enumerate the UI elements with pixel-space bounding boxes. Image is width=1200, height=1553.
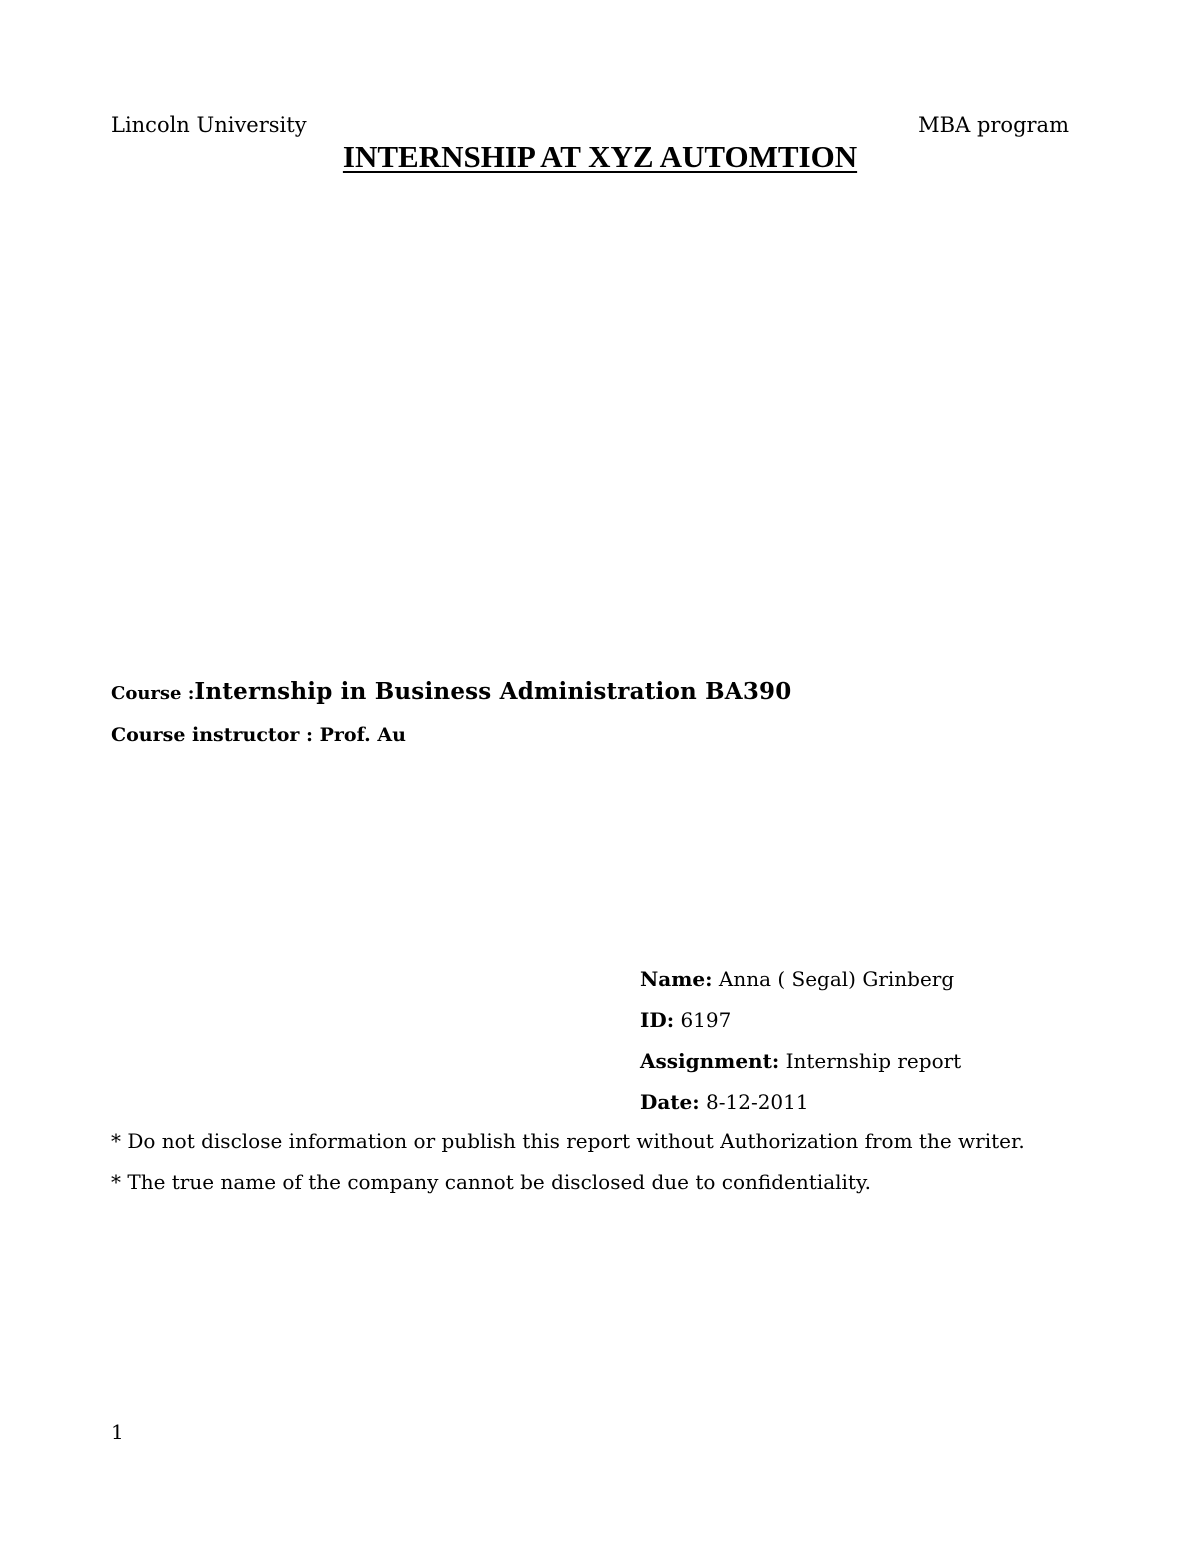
instructor-value: Prof. Au — [319, 724, 406, 746]
name-value: Anna ( Segal) Grinberg — [712, 967, 955, 991]
date-label: Date: — [640, 1090, 700, 1114]
page-number: 1 — [111, 1420, 124, 1444]
assignment-line — [640, 1049, 961, 1073]
course-line — [111, 678, 791, 705]
course-value: Internship in Business Administration BA390 — [194, 678, 792, 705]
student-name-line — [640, 967, 954, 991]
assignment-value: Internship report — [779, 1049, 962, 1073]
assignment-label: Assignment: — [640, 1049, 780, 1073]
date-value: 8-12-2011 — [699, 1090, 809, 1114]
name-label: Name: — [640, 967, 713, 991]
document-title: INTERNSHIP AT XYZ AUTOMTION — [342, 139, 858, 174]
instructor-label: Course instructor : — [111, 724, 320, 746]
id-label: ID: — [640, 1008, 675, 1032]
university-name: Lincoln University — [111, 113, 307, 137]
student-id-line — [640, 1008, 731, 1032]
date-line — [640, 1090, 809, 1114]
id-value: 6197 — [674, 1008, 732, 1032]
program-name: MBA program — [918, 113, 1069, 137]
instructor-line — [111, 724, 406, 746]
confidentiality-note: * Do not disclose information or publish this report without Authorization from the writer. — [111, 1129, 1025, 1153]
company-name-note: * The true name of the company cannot be disclosed due to confidentiality. — [111, 1170, 871, 1194]
course-label: Course : — [111, 683, 195, 704]
